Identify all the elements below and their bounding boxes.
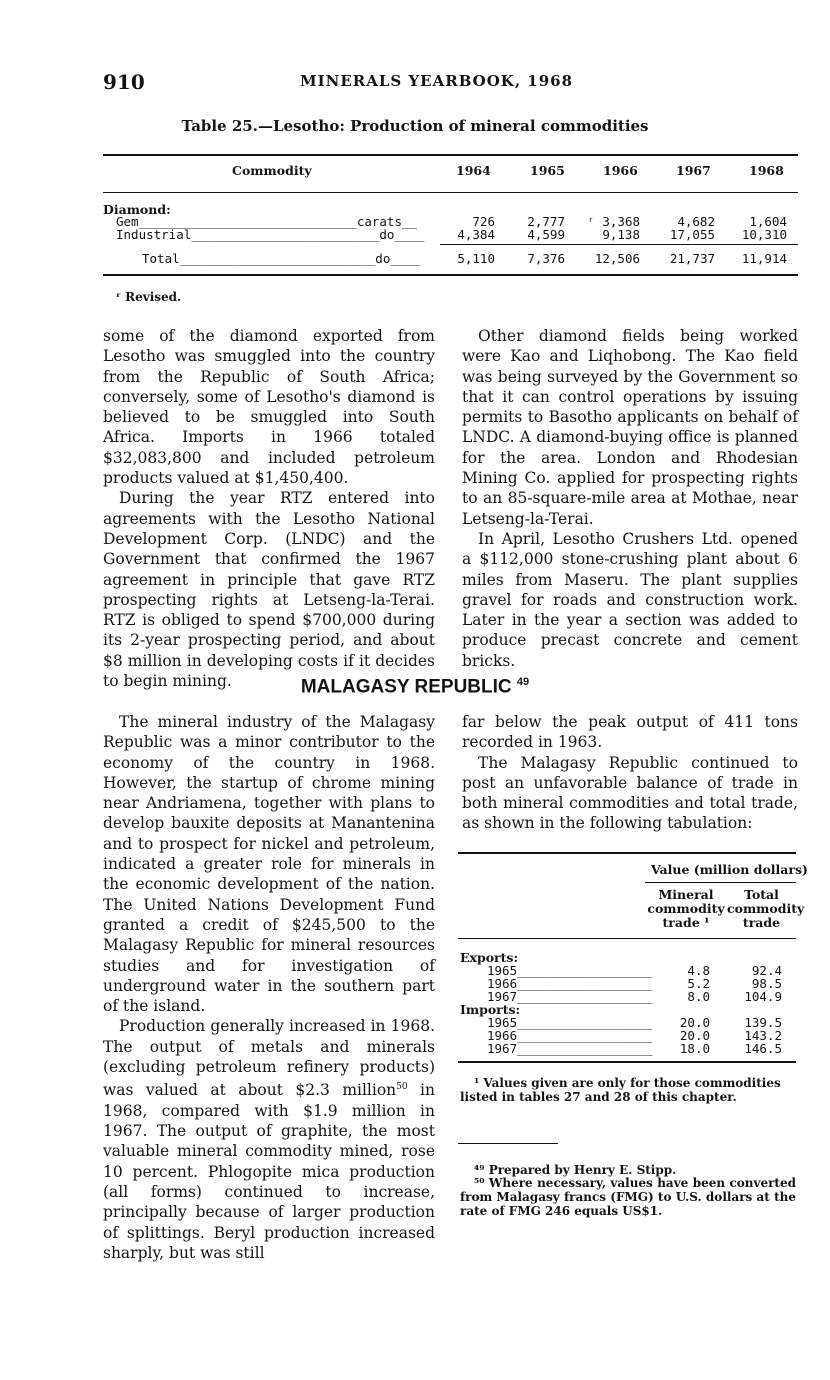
trade-group-header: Value (million dollars) — [651, 862, 808, 877]
table-header-rule — [103, 192, 798, 193]
trade-row-year: 1966__________________ — [487, 1028, 653, 1043]
table-top-rule — [103, 154, 798, 156]
col-header-1964: 1964 — [456, 163, 491, 178]
running-head: MINERALS YEARBOOK, 1968 — [300, 72, 574, 90]
cell-total-1966: 12,506 — [594, 251, 640, 266]
trade-cell-mineral: 5.2 — [687, 976, 710, 991]
cell-gem-1966: ʳ 3,368 — [587, 214, 640, 229]
section-heading-text: MALAGASY REPUBLIC — [300, 676, 512, 698]
trade-cell-mineral: 20.0 — [679, 1015, 710, 1030]
footnote-ref: 50 — [396, 1082, 408, 1093]
cell-industrial-1967: 17,055 — [669, 227, 715, 242]
trade-col-mineral: Mineral commodity trade ¹ — [647, 887, 725, 930]
paragraph — [103, 1016, 435, 1263]
trade-bottom-rule — [458, 1061, 796, 1063]
trade-top-rule — [458, 852, 796, 854]
trade-cell-mineral: 8.0 — [687, 989, 710, 1004]
trade-exports-label: Exports: — [460, 950, 519, 965]
trade-cell-mineral: 18.0 — [679, 1041, 710, 1056]
lesotho-right-column — [462, 326, 798, 671]
cell-total-1968: 11,914 — [741, 251, 787, 266]
col-header-1968: 1968 — [749, 163, 784, 178]
trade-row-year: 1965__________________ — [487, 963, 653, 978]
cell-total-1964: 5,110 — [457, 251, 495, 266]
col-header-1967: 1967 — [676, 163, 711, 178]
cell-gem-1965: 2,777 — [527, 214, 565, 229]
trade-cell-total: 146.5 — [744, 1041, 782, 1056]
trade-group-rule — [645, 882, 796, 883]
trade-cell-total: 98.5 — [751, 976, 782, 991]
section-heading-note: 49 — [516, 676, 530, 688]
trade-cell-total: 92.4 — [751, 963, 782, 978]
footnote-rule — [458, 1143, 558, 1144]
trade-cell-total: 139.5 — [744, 1015, 782, 1030]
col-header-1966: 1966 — [603, 163, 638, 178]
table-title: Table 25.—Lesotho: Production of mineral commodities — [181, 117, 649, 135]
lesotho-left-column — [103, 326, 435, 691]
paragraph-text: Production generally increased in 1968. The output of metals and minerals (excluding petroleum refinery products) was valued at about $2.3 million — [103, 1017, 435, 1100]
row-label-gem: Gem_____________________________carats__ — [116, 214, 418, 229]
cell-gem-1964: 726 — [472, 214, 495, 229]
col-header-1965: 1965 — [530, 163, 565, 178]
cell-industrial-1964: 4,384 — [457, 227, 495, 242]
paragraph: far below the peak output of 411 tons recorded in 1963. — [462, 713, 798, 752]
row-label-industrial: Industrial_________________________do____ — [116, 227, 425, 242]
footnote-50: ⁵⁰ Where necessary, values have been converted from Malagasy francs (FMG) to U.S. dollars at the rate of FMG 246 equals US$1. — [460, 1176, 796, 1218]
section-heading — [0, 676, 830, 698]
trade-cell-mineral: 4.8 — [687, 963, 710, 978]
cell-gem-1968: 1,604 — [749, 214, 787, 229]
cell-total-1967: 21,737 — [669, 251, 715, 266]
paragraph: The Malagasy Republic continued to post an unfavorable balance of trade in both mineral commodities and total trade, as shown in the following tabulation: — [462, 753, 798, 833]
row-label-total: Total__________________________do____ — [142, 251, 421, 266]
cell-total-1965: 7,376 — [527, 251, 565, 266]
malagasy-left-column — [103, 712, 435, 1263]
trade-cell-total: 104.9 — [744, 989, 782, 1004]
cell-industrial-1968: 10,310 — [741, 227, 787, 242]
trade-row-year: 1967__________________ — [487, 1041, 653, 1056]
paragraph-text: in 1968, compared with $1.9 million in 1967. The output of graphite, the most valuable mineral commodity mined, rose 10 percent. Phlogopite mica production (all forms) continued to increase, principally because of larger production of splittings. Beryl production increased sharply, but was still — [103, 1081, 435, 1262]
paragraph: The mineral industry of the Malagasy Republic was a minor contributor to the economy of the country in 1968. However, the startup of chrome mining near Andriamena, together with plans to develop bauxite deposits at Manantenina and to prospect for nickel and petroleum, indicated a greater role for minerals in the economic development of the nation. The United Nations Development Fund granted a credit of $245,500 to the Malagasy Republic for mineral resources studies and for investigation of underground water in the southern part of the island. — [103, 713, 435, 1016]
paragraph: Other diamond fields being worked were Kao and Liqhobong. The Kao field was being surveyed by the Government so that it can control operations by issuing permits to Basotho applicants on behalf of LNDC. A diamond-buying office is planned for the area. London and Rhodesian Mining Co. applied for prospecting rights to an 85-square-mile area at Mothae, near Letseng-la-Terai. — [462, 327, 798, 528]
malagasy-right-column — [462, 712, 798, 834]
table-footnote: ʳ Revised. — [116, 290, 182, 304]
group-label-diamond: Diamond: — [103, 202, 171, 217]
page-number: 910 — [103, 70, 145, 94]
paragraph: some of the diamond exported from Lesotho was smuggled into the country from the Republic of South Africa; conversely, some of Lesotho's diamond is believed to be smuggled into South Africa. Imports in 1966 totaled $32,083,800 and included petroleum products valued at $1,450,400. — [103, 327, 435, 488]
trade-cell-mineral: 20.0 — [679, 1028, 710, 1043]
cell-industrial-1965: 4,599 — [527, 227, 565, 242]
table-subtotal-rule — [440, 244, 798, 245]
paragraph: During the year RTZ entered into agreements with the Lesotho National Development Corp. (LNDC) and the Government that confirmed the 1967 agreement in principle that gave RTZ prospecting rights at Letseng-la-Terai. RTZ is obliged to spend $700,000 during its 2-year prospecting period, and about $8 million in developing costs if it decides to begin mining. — [103, 489, 435, 691]
paragraph: In April, Lesotho Crushers Ltd. opened a $112,000 stone-crushing plant about 6 miles from Maseru. The plant supplies gravel for roads and construction work. Later in the year a section was added to produce precast concrete and cement bricks. — [462, 529, 798, 670]
trade-cell-total: 143.2 — [744, 1028, 782, 1043]
trade-row-year: 1965__________________ — [487, 1015, 653, 1030]
trade-imports-label: Imports: — [460, 1002, 521, 1017]
trade-header-rule — [458, 938, 796, 939]
cell-industrial-1966: 9,138 — [602, 227, 640, 242]
cell-gem-1967: 4,682 — [677, 214, 715, 229]
trade-row-year: 1966__________________ — [487, 976, 653, 991]
trade-col-total: Total commodity trade — [727, 887, 805, 930]
col-header-commodity: Commodity — [232, 163, 312, 178]
trade-row-year: 1967__________________ — [487, 989, 653, 1004]
footnote-49: ⁴⁹ Prepared by Henry E. Stipp. — [474, 1163, 677, 1177]
trade-footnote: ¹ Values given are only for those commodities listed in tables 27 and 28 of this chapter. — [460, 1076, 781, 1104]
table-bottom-rule — [103, 274, 798, 276]
